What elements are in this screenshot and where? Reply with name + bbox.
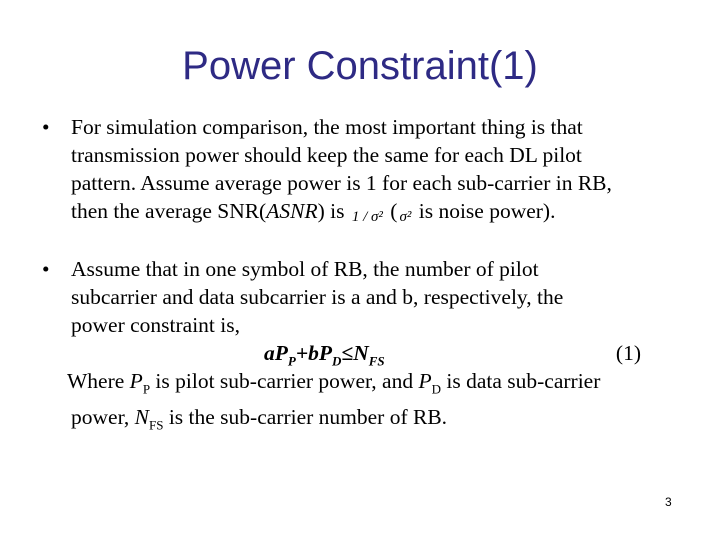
text-line: subcarrier and data subcarrier is a and b, respectively, the [71, 285, 564, 309]
formula-part: +b [295, 341, 319, 365]
variable: P [418, 369, 432, 393]
formula-subscript: FS [368, 353, 385, 369]
formula-subscript: P [287, 353, 296, 369]
subscript: P [142, 381, 151, 397]
equation-number: (1) [615, 341, 641, 365]
text-line: power constraint is, [71, 313, 240, 337]
text-span: ( [384, 199, 398, 223]
text-line: For simulation comparison, the most important thing is that [71, 115, 583, 139]
subscript: FS [148, 417, 164, 433]
text-line [71, 403, 682, 439]
subscript: D [431, 381, 441, 397]
formula-subscript: D [332, 353, 342, 369]
text-line [71, 197, 682, 228]
formula-part: P [274, 341, 288, 365]
formula-part: N [353, 341, 369, 365]
bullet-dot-icon: • [42, 257, 50, 281]
formula-line [71, 339, 682, 367]
bullet-item [42, 255, 682, 440]
inverse-sigma-formula: 1 / σ² [351, 209, 383, 225]
bullet-text [67, 255, 682, 440]
text-span: is data sub-carrier [440, 369, 601, 393]
text-line: Assume that in one symbol of RB, the number of pilot [71, 257, 539, 281]
text-span: ) is [317, 199, 350, 223]
text-span: then the average SNR( [71, 199, 267, 223]
bullet-item [42, 113, 682, 228]
variable: N [134, 405, 149, 430]
formula-part: ≤ [341, 341, 354, 365]
text-line: pattern. Assume average power is 1 for each sub-carrier in RB, [71, 171, 612, 195]
power-constraint-formula [264, 339, 385, 375]
text-line: transmission power should keep the same for each DL pilot [71, 143, 582, 167]
sigma-formula: σ² [399, 209, 412, 225]
asnr-term: ASNR [266, 199, 318, 223]
text-span: power, [71, 405, 135, 430]
text-span: is pilot sub-carrier power, and [150, 369, 419, 393]
text-span: Where [67, 369, 130, 393]
variable: P [129, 369, 143, 393]
formula-part: a [264, 341, 275, 365]
page-number: 3 [665, 495, 672, 509]
bullet-text [71, 113, 682, 228]
bullet-dot-icon: • [42, 115, 50, 139]
text-span: is the sub-carrier number of RB. [163, 405, 448, 430]
text-span: is noise power). [413, 199, 556, 223]
slide-title: Power Constraint(1) [182, 44, 538, 88]
formula-part: P [318, 341, 332, 365]
